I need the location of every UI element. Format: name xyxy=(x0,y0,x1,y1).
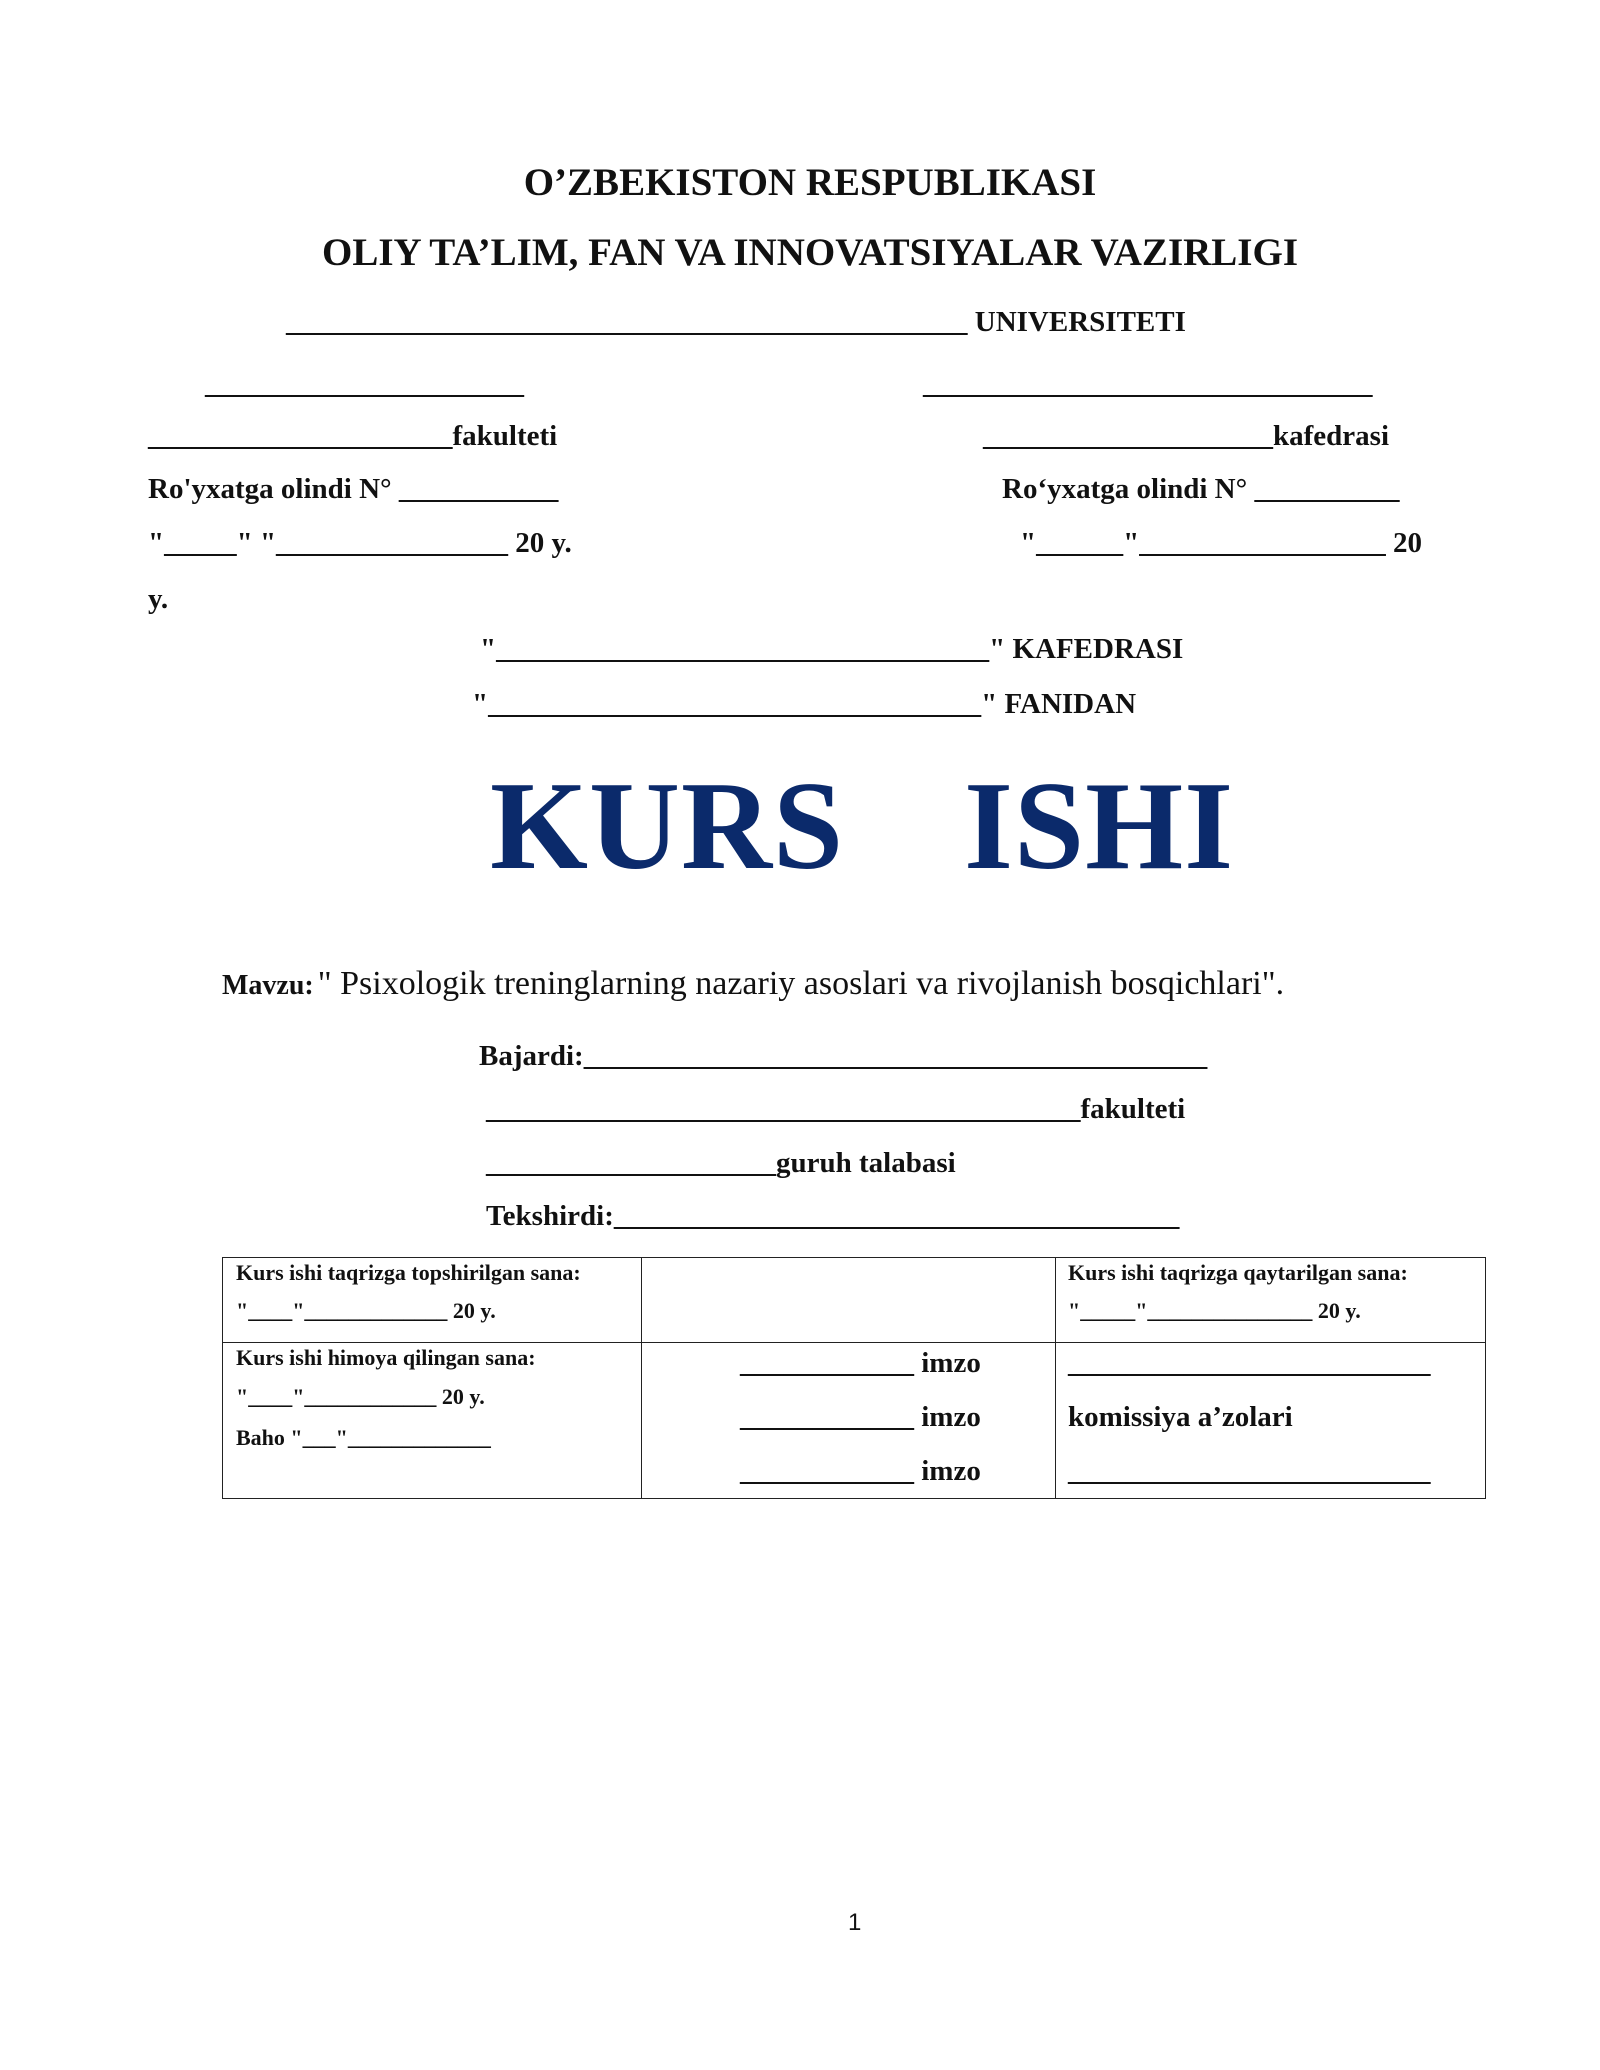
returned-date-label: Kurs ishi taqrizga qaytarilgan sana: xyxy=(1068,1260,1408,1285)
performer-faculty-field: _________________________________________fakulteti xyxy=(486,1093,1186,1125)
commission-label: komissiya a’zolari xyxy=(1068,1401,1293,1433)
left-date-field: "_____" "________________ 20 y. xyxy=(148,527,572,559)
header-university: _______________________________________________ UNIVERSITETI xyxy=(286,306,1186,338)
left-registered-number: Ro'yxatga olindi N° ___________ xyxy=(148,473,559,505)
table-divider xyxy=(641,1258,642,1498)
student-group-field: ____________________guruh talabasi xyxy=(486,1147,956,1179)
submitted-date-label: Kurs ishi taqrizga topshirilgan sana: xyxy=(236,1260,581,1285)
signature-line: ____________ imzo xyxy=(740,1347,981,1379)
right-blank-line: _______________________________ xyxy=(923,368,1373,400)
title-kurs: KURS xyxy=(490,757,845,896)
faculty-field: _____________________fakulteti xyxy=(148,420,558,452)
table-divider xyxy=(1055,1258,1056,1498)
page-number: 1 xyxy=(848,1909,862,1936)
topic-text: " Psixologik treninglarning nazariy asoslari va rivojlanish bosqichlari". xyxy=(317,965,1285,1002)
table-divider xyxy=(223,1342,1485,1343)
topic-label: Mavzu: xyxy=(222,970,314,1001)
header-ministry: OLIY TA’LIM, FAN VA INNOVATSIYALAR VAZIRLIGI xyxy=(322,231,1298,274)
left-blank-line: ______________________ xyxy=(205,368,524,400)
title-ishi: ISHI xyxy=(964,757,1235,896)
right-date-field: "______"_________________ 20 xyxy=(1020,527,1422,559)
defense-date-field: "____"____________ 20 y. xyxy=(236,1384,485,1409)
kafedra-name-field: "__________________________________" KAFEDRASI xyxy=(480,633,1184,665)
performer-field: Bajardi:___________________________________________ xyxy=(479,1040,1208,1072)
commission-line-top: _________________________ xyxy=(1068,1347,1431,1379)
subject-name-field: "__________________________________" FANIDAN xyxy=(472,688,1137,720)
checker-field: Tekshirdi:_______________________________________ xyxy=(486,1200,1180,1232)
defense-date-label: Kurs ishi himoya qilingan sana: xyxy=(236,1345,536,1370)
grade-field: Baho "___"_____________ xyxy=(236,1425,491,1450)
department-field: ____________________kafedrasi xyxy=(983,420,1389,452)
signature-line: ____________ imzo xyxy=(740,1455,981,1487)
commission-line-bottom: _________________________ xyxy=(1068,1455,1431,1487)
right-registered-number: Ro‘yxatga olindi N° __________ xyxy=(1002,473,1400,505)
signature-line: ____________ imzo xyxy=(740,1401,981,1433)
right-date-year-suffix: y. xyxy=(148,583,169,615)
header-country: O’ZBEKISTON RESPUBLIKASI xyxy=(523,161,1097,204)
topic-line xyxy=(222,965,1284,1003)
submitted-date-field: "____"_____________ 20 y. xyxy=(236,1298,496,1323)
returned-date-field: "_____"_______________ 20 y. xyxy=(1068,1298,1361,1323)
